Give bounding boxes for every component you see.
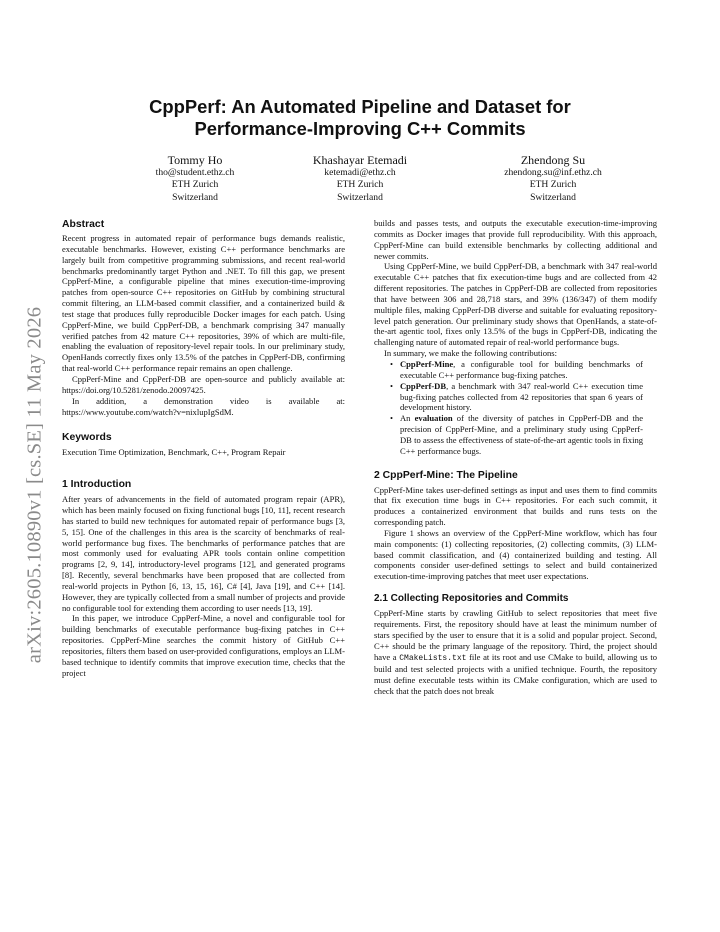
author-name: Khashayar Etemadi <box>312 153 408 167</box>
abstract-video: In addition, a demonstration video is available at: https://www.youtube.com/watch?v=nixlupIgSdM. <box>62 395 345 417</box>
author-name: Tommy Ho <box>167 153 223 167</box>
author-name: Zhendong Su <box>520 153 586 167</box>
author-affiliation: ETH Zurich <box>336 179 384 191</box>
contribution-item: • An evaluation of the diversity of patches in CppPerf-DB and the precision of CppPerf-Mine, and a preliminary study using CppPerf-DB to assess the effectiveness of state-of-the-art agentic tools in fixing C++ performance bugs. <box>390 413 643 456</box>
arxiv-stamp: arXiv:2605.10890v1 [cs.SE] 11 May 2026 <box>23 306 46 664</box>
abstract-availability: CppPerf-Mine and CppPerf-DB are open-source and publicly available at: https://doi.org/10.5281/zenodo.20097425. <box>62 373 345 395</box>
right-column <box>374 218 657 697</box>
author-block-3 <box>453 153 653 204</box>
section-2-1-paragraph: CppPerf-Mine starts by crawling GitHub to select repositories that meet five requirements. First, the repository should have at least the minimum number of stars specified by the user to ensure that it is a solid and popular project. Second, C++ should be the primary language of the repository. Third, the project should have a CMakeLists.txt file at its root and use CMake to build, allowing us to build and test selected projects with a unified technique. Fourth, the repository must define executable tests within its CMake configuration, which are used to check that the patch does not break <box>374 608 657 697</box>
cmakelists-code: CMakeLists.txt <box>399 653 467 663</box>
section-2-1-heading: 2.1 Collecting Repositories and Commits <box>374 593 569 605</box>
author-country: Switzerland <box>530 191 576 203</box>
introduction-heading: 1 Introduction <box>62 479 132 491</box>
contribution-item: • CppPerf-DB, a benchmark with 347 real-world C++ execution time bug-fixing patches collected from 42 repositories that span 6 years of development history. <box>390 380 643 413</box>
abstract-paragraph: Recent progress in automated repair of performance bugs demands realistic, executable benchmarks. However, existing C++ performance benchmarks are largely built from competitive programming submissions, and recent real-world benchmarks predominantly target Python and .NET. To fill this gap, we present CppPerf-Mine, a configurable pipeline that mines execution-time-improving patches from open-source C++ repositories on GitHub by combining structural commit filtering, an LLM-based commit classifier, and a containerized build & test stage that produces fully reproducible Docker images for each patch. Using CppPerf-Mine, we build CppPerf-DB, a benchmark comprising 347 manually verified patches from 42 mature C++ repositories, 39% of which are multi-file, enabling the evaluation of repository-level repair tools. In our preliminary study, OpenHands correctly fixes only 13.5% of the patches in CppPerf-DB, confirming that real-world C++ performance repair remains an open challenge. <box>62 233 345 374</box>
author-country: Switzerland <box>337 191 383 203</box>
author-email: ketemadi@ethz.ch <box>324 167 396 178</box>
keywords-heading: Keywords <box>62 432 112 444</box>
section-2-heading: 2 CppPerf-Mine: The Pipeline <box>374 469 518 481</box>
intro-benchmark-paragraph: Using CppPerf-Mine, we build CppPerf-DB, a benchmark with 347 real-world executable C++ patches that fix execution-time bugs and are collected from 42 different repositories. The patches in CppPerf-DB are collected from repositories that have between 306 and 28,718 stars, and 39% (136/347) of them modify multiple files, making CppPerf-DB diverse and suitable for evaluating repository-level patch generation. Our preliminary study shows that OpenHands, a state-of-the-art agentic tool, fixes only 13.5% of the bugs in CppPerf-DB, indicating the challenging nature of automated repair of real-world performance bugs. <box>374 261 657 348</box>
introduction-paragraph-1: After years of advancements in the field of automated program repair (APR), which has been mainly focused on fixing functional bugs [10, 11], recent research has started to build new techniques for automated repair of performance bugs [3, 5, 15]. One of the challenges in this area is the scarcity of benchmarks of real-world performance bug fixes. The benchmarks of performance patches that are most commonly used for evaluating APR tools contain online competition programs [2, 9, 14], introductory-level programs [12], and generated programs [8]. Recently, several benchmarks have been proposed that are collected from real-world projects in Python [6, 13, 15, 16], C# [4], Java [19], and C++ [14]. However, they are typically collected from a small number of projects and provide no configurable tool for extending them according to user needs [13, 19]. <box>62 494 345 613</box>
author-country: Switzerland <box>172 191 218 203</box>
intro-continued-paragraph: builds and passes tests, and outputs the executable execution-time-improving commits as Docker images that provide full reproducibility. With this approach, CppPerf-Mine can build extensible benchmarks by collecting additional and newer commits. <box>374 218 657 261</box>
paper-title <box>60 96 660 140</box>
keywords-text: Execution Time Optimization, Benchmark, C++, Program Repair <box>62 447 286 458</box>
left-column <box>62 218 345 679</box>
introduction-paragraph-2: In this paper, we introduce CppPerf-Mine, a novel and configurable tool for building benchmarks of executable performance bug-fixing patches in C++ repositories. CppPerf-Mine searches the commit history of GitHub C++ repositories, filters them based on user-provided configurations, employs an LLM-based technique to identify commits that improve execution time, checks that the project <box>62 613 345 678</box>
title-line-2: Performance-Improving C++ Commits <box>194 118 526 139</box>
author-block-2 <box>260 153 460 204</box>
author-email: zhendong.su@inf.ethz.ch <box>504 167 602 178</box>
section-2-paragraph-1: CppPerf-Mine takes user-defined settings as input and uses them to find commits that fix execution time bugs in C++ repositories. For each such commit, it produces a containerized environment that builds and runs tests on the corresponding patch. <box>374 484 657 528</box>
contributions-list <box>374 359 657 457</box>
author-affiliation: ETH Zurich <box>171 179 219 191</box>
author-email: tho@student.ethz.ch <box>155 167 235 178</box>
contributions-intro: In summary, we make the following contributions: <box>384 348 557 359</box>
contribution-item: • CppPerf-Mine, a configurable tool for building benchmarks of executable C++ performance bug-fixing patches. <box>390 358 643 380</box>
author-affiliation: ETH Zurich <box>529 179 577 191</box>
title-line-1: CppPerf: An Automated Pipeline and Dataset for <box>149 96 571 117</box>
section-2-paragraph-2: Figure 1 shows an overview of the CppPerf-Mine workflow, which has four main components: (1) collecting repositories, (2) collecting commits, (3) LLM-based commit classification, and (4) containerized building and testing. All components consider user-defined settings to select and build containerized execution-time-improving patches that meet user expectations. <box>374 527 657 582</box>
abstract-heading: Abstract <box>62 219 105 230</box>
